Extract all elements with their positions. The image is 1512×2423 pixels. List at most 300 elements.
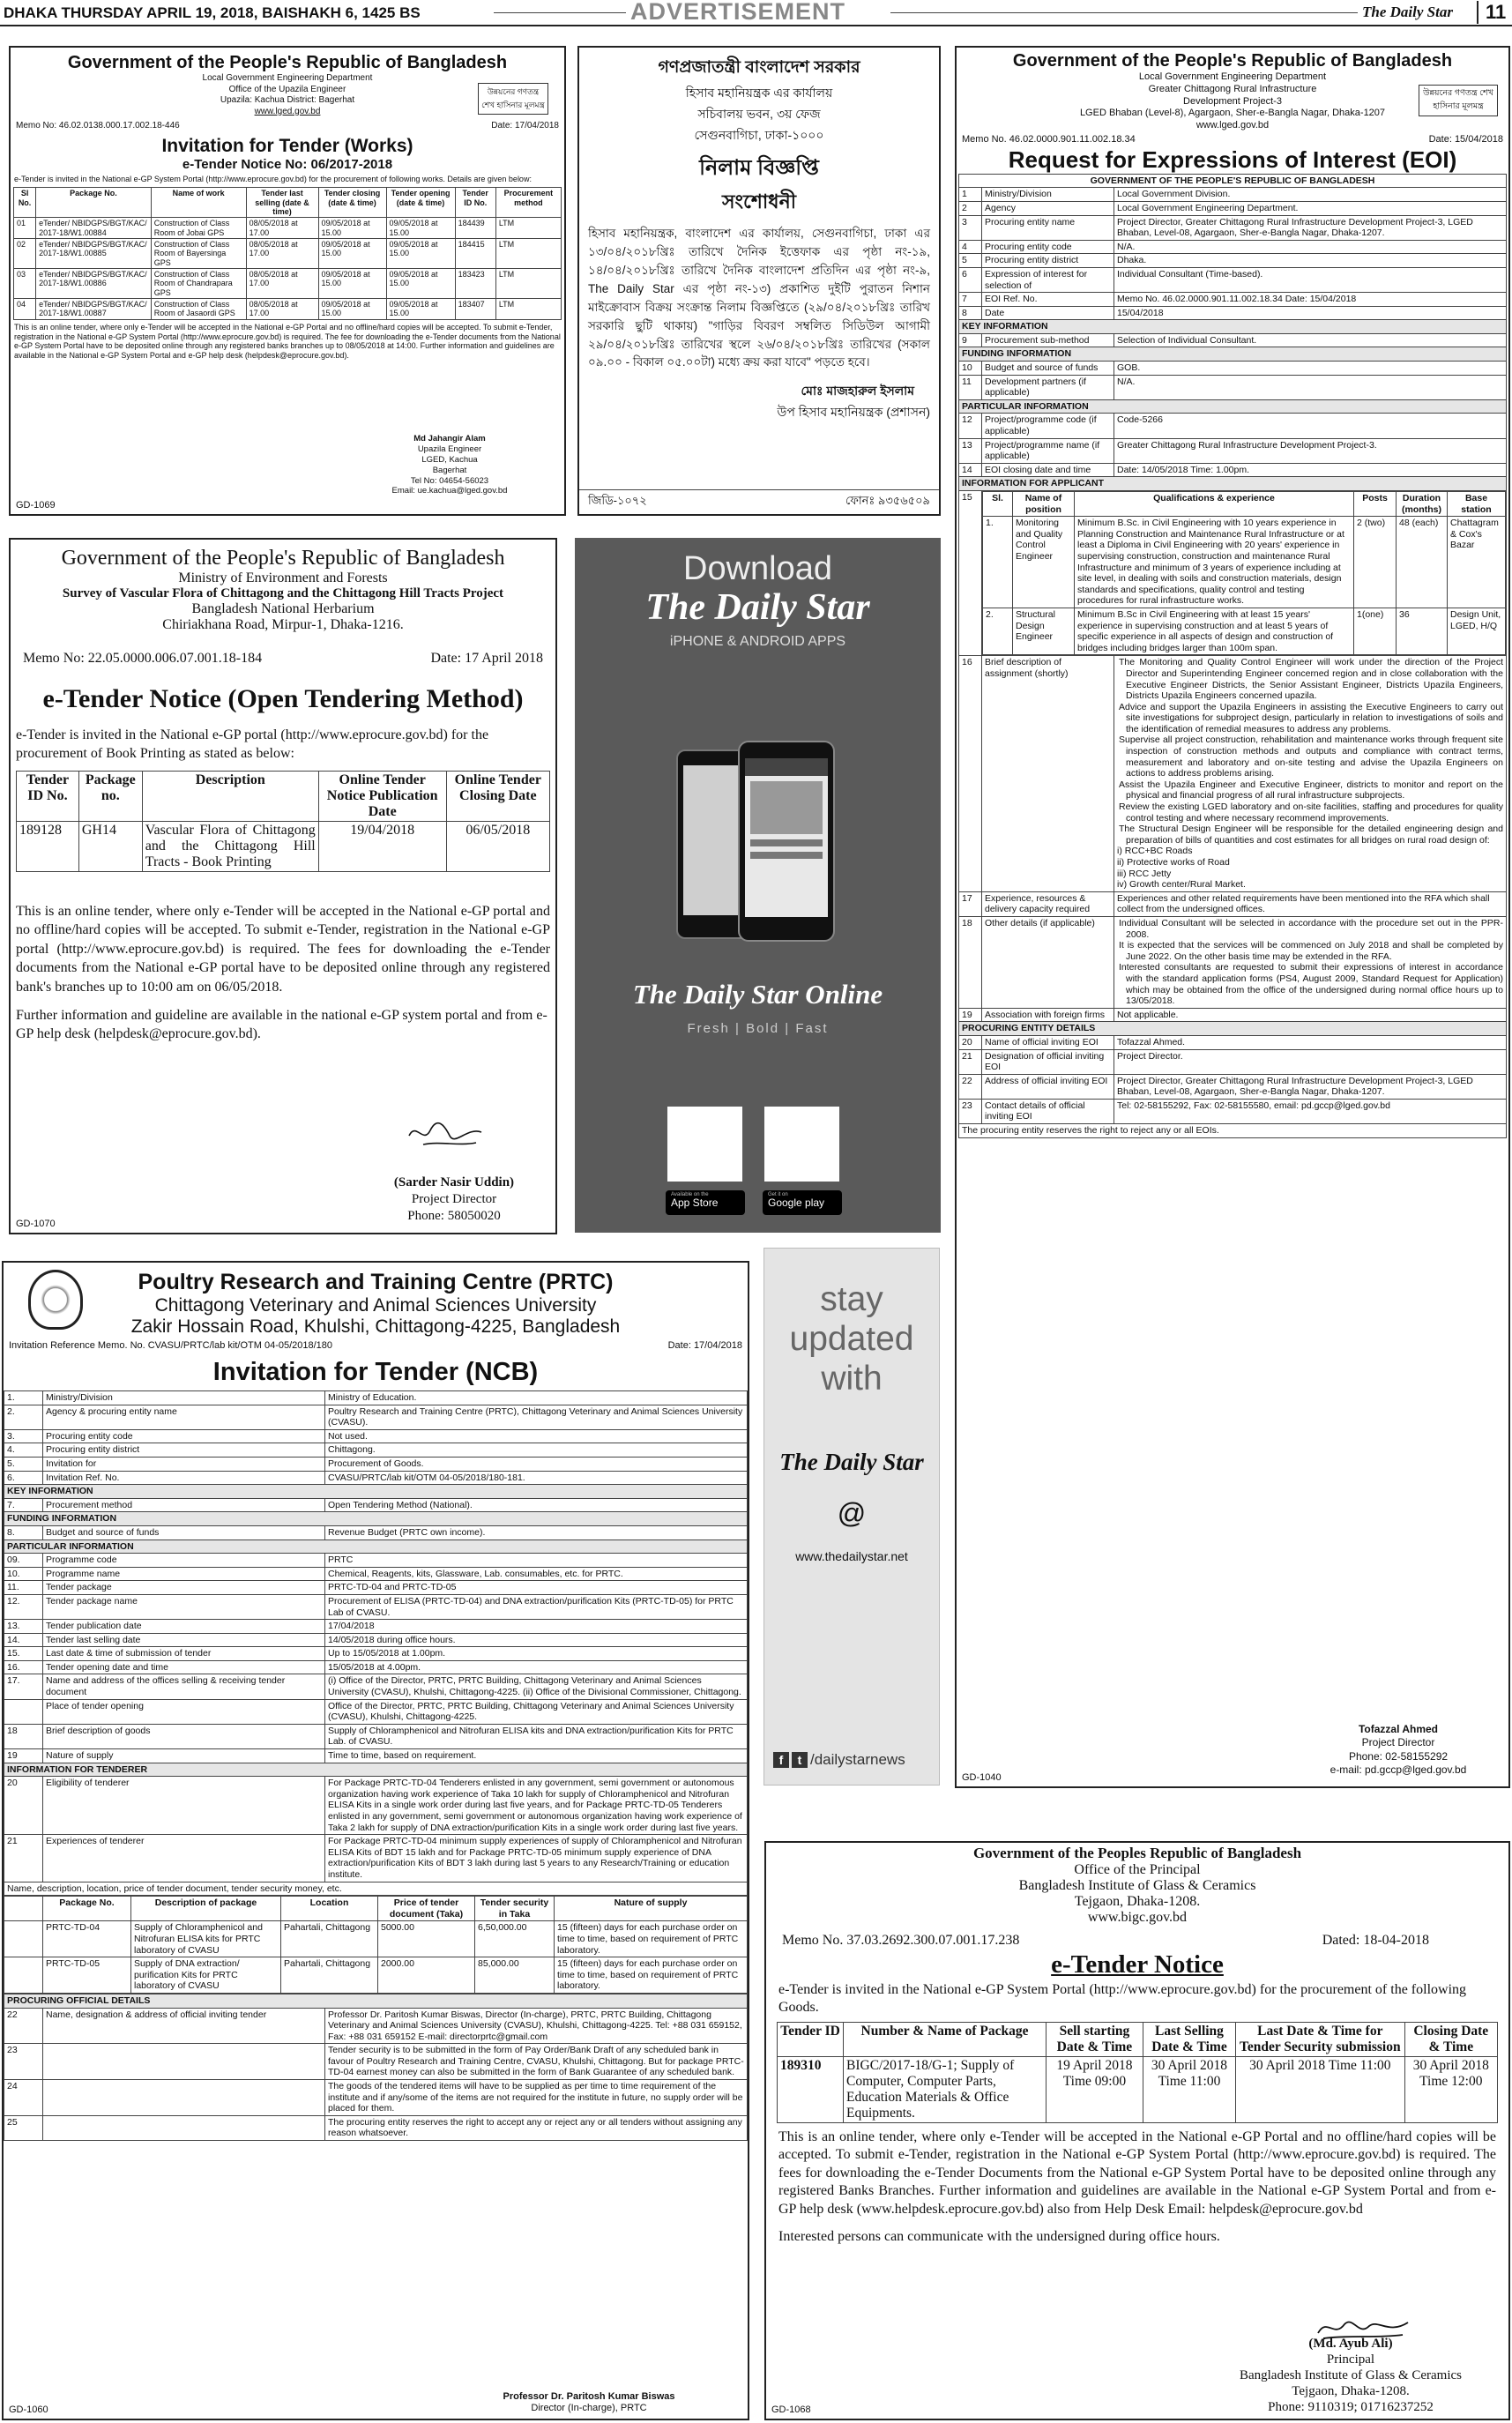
row-value: 14/05/2018 during office hours. bbox=[325, 1633, 748, 1647]
table-row bbox=[4, 1660, 748, 1674]
row-label: Procuring entity district bbox=[982, 254, 1114, 268]
ad-dept: Local Government Engineering Department bbox=[1138, 71, 1327, 82]
row-label: Nature of supply bbox=[43, 1749, 325, 1763]
row-number: 14 bbox=[959, 463, 982, 477]
row-label: Budget and source of funds bbox=[43, 1525, 325, 1540]
row-label: Brief description of assignment (shortly) bbox=[982, 656, 1114, 891]
row-number: 10 bbox=[959, 362, 982, 376]
other-details bbox=[1114, 916, 1507, 1008]
table-cell: Pahartali, Chittagong bbox=[281, 1921, 378, 1957]
table-row bbox=[4, 1633, 748, 1647]
row-label: Tender last selling date bbox=[43, 1633, 325, 1647]
gd-number: GD-1070 bbox=[16, 1219, 56, 1229]
table-row bbox=[4, 1525, 748, 1540]
column-header: Sl. bbox=[983, 492, 1013, 517]
row-value: Chittagong. bbox=[325, 1443, 748, 1458]
table-row bbox=[4, 2008, 748, 2044]
table-row bbox=[14, 218, 562, 239]
row-value: Local Government Engineering Department. bbox=[1114, 201, 1507, 215]
row-label: Tender package name bbox=[43, 1594, 325, 1619]
table-cell: Construction of Class Room of Jasaordi GPS bbox=[151, 299, 246, 320]
row-label: Association with foreign firms bbox=[982, 1008, 1114, 1022]
section-header: PROCURING ENTITY DETAILS bbox=[959, 1022, 1507, 1036]
row-value: Supply of Chloramphenicol and Nitrofuran ELISA kits and DNA extraction/purification Kits for PRTC Lab. of CVASU. bbox=[325, 1724, 748, 1748]
section-header: PROCURING OFFICIAL DETAILS bbox=[4, 1994, 748, 2008]
gd-number: GD-1068 bbox=[771, 2404, 811, 2415]
column-header: Sell starting Date & Time bbox=[1046, 2023, 1143, 2057]
table-row bbox=[983, 608, 1506, 654]
promo-url[interactable]: www.thedailystar.net bbox=[795, 1548, 908, 1563]
signature-block bbox=[457, 2391, 721, 2416]
row-number: 17 bbox=[959, 891, 982, 916]
row-value: Memo No. 46.02.0000.901.11.002.18.34 Date: 15/04/2018 bbox=[1114, 293, 1507, 307]
twitter-icon[interactable]: t bbox=[792, 1752, 808, 1768]
section-header: FUNDING INFORMATION bbox=[959, 347, 1507, 362]
intro-text: e-Tender is invited in the National e-GP System Portal (http://www.eprocure.gov.bd) for the procurement of the following Goods. bbox=[778, 1982, 1467, 2015]
column-header: Description of package bbox=[131, 1897, 281, 1921]
table-cell: 15 (fifteen) days for each purchase order on time to time, based on requirement of PRTC laboratory. bbox=[555, 1957, 748, 1994]
section-header: INFORMATION FOR APPLICANT bbox=[959, 477, 1507, 491]
phone: Phone: 02-58155292 bbox=[1348, 1749, 1449, 1763]
table-cell: 08/05/2018 at 17.00 bbox=[246, 299, 318, 320]
row-label: Expression of interest for selection of bbox=[982, 267, 1114, 292]
ad-gov-title: Government of the Peoples Republic of Bangladesh bbox=[972, 1845, 1302, 1861]
duty-item: Review the existing LGED laboratory and on-site facilities, staffing and procedures for quality control testing and where necessary recommend improvements. bbox=[1119, 801, 1503, 824]
signature-image bbox=[406, 1118, 485, 1152]
table-cell: 01 bbox=[14, 218, 36, 239]
table-cell: 2. bbox=[983, 608, 1013, 654]
ad-title: e-Tender Notice bbox=[1051, 1950, 1224, 1979]
row-number: 20 bbox=[4, 1777, 43, 1835]
package-table bbox=[4, 1896, 748, 1994]
row-number: 5 bbox=[959, 254, 982, 268]
publication-date: 19/04/2018 bbox=[318, 821, 446, 871]
promo-download: Download bbox=[683, 550, 832, 587]
table-cell: Design Unit, LGED, H/Q bbox=[1448, 608, 1506, 654]
row-number: 3 bbox=[959, 215, 982, 240]
table-cell: 36 bbox=[1397, 608, 1448, 654]
table-row bbox=[4, 2080, 748, 2116]
gd-number: GD-1040 bbox=[962, 1772, 1002, 1783]
duty-subitem: i) RCC+BC Roads bbox=[1117, 846, 1193, 857]
row-label: Procuring entity code bbox=[43, 1429, 325, 1443]
table-row bbox=[4, 1749, 748, 1763]
signer-name: মোঃ মাজহারুল ইসলাম bbox=[801, 384, 914, 399]
row-label: Agency bbox=[982, 201, 1114, 215]
google-play-button[interactable] bbox=[763, 1190, 842, 1215]
signer-line: Email: ue.kachua@lged.gov.bd bbox=[391, 486, 508, 496]
google-play-small: Get it on bbox=[768, 1192, 788, 1197]
last-selling: 30 April 2018 Time 11:00 bbox=[1143, 2057, 1235, 2123]
ad-address: Tejgaon, Dhaka-1208. bbox=[1074, 1894, 1201, 1909]
row-value: Selection of Individual Consultant. bbox=[1114, 333, 1507, 347]
row-number: 8 bbox=[959, 306, 982, 320]
row-number: 23 bbox=[959, 1099, 982, 1123]
page-number: 11 bbox=[1477, 1, 1506, 24]
table-row bbox=[4, 1567, 748, 1581]
row-value: Not applicable. bbox=[1114, 1008, 1507, 1022]
row-value: PRTC bbox=[325, 1554, 748, 1568]
table-row bbox=[4, 1777, 748, 1835]
table-cell: 08/05/2018 at 17.00 bbox=[246, 269, 318, 299]
duty-item: The Structural Design Engineer will be responsible for the detailed engineering design and preparation of bills of quantities and cost estimates for all bridges on rural road design of: bbox=[1119, 824, 1503, 846]
column-header: Qualifications & experience bbox=[1075, 492, 1354, 517]
ad-footer bbox=[579, 489, 939, 514]
tender-note: This is an online tender, where only e-Tender will be accepted in the National e-GP Portal and no offline/hard copies will be accepted. To submit e-Tender, registration in the National e-GP System Portal (http://www.eprocure.gov.bd) is required. The fees for downloading the e-Tender Documents from the National e-GP System Portal have to be deposited online through any registered Banks Branches. Further information and guidelines are available in the National e-GP System Portal and from e-GP help desk (www.helpdesk.eprocure.gov.bd) also from Help Desk Email: helpdesk@eprocure.gov.bd bbox=[778, 2129, 1496, 2217]
ad-website[interactable]: www.bigc.gov.bd bbox=[1087, 1910, 1188, 1925]
memo-date: Date: 15/04/2018 bbox=[1428, 133, 1503, 145]
ad-location: Upazila: Kachua District: Bagerhat bbox=[220, 95, 355, 105]
row-number: 22 bbox=[959, 1074, 982, 1099]
table-cell: 09/05/2018 at 15.00 bbox=[318, 218, 386, 239]
ad-bangla-auction bbox=[577, 46, 941, 516]
tender-table bbox=[777, 2022, 1498, 2123]
row-value: CVASU/PRTC/lab kit/OTM 04-05/2018/180-181. bbox=[325, 1471, 748, 1485]
row-value: Poultry Research and Training Centre (PRTC), Chittagong Veterinary and Animal Sciences University (CVASU). bbox=[325, 1405, 748, 1429]
table-row bbox=[959, 438, 1507, 463]
phone: Phone: 58050020 bbox=[407, 1208, 501, 1223]
row-label: Name and address of the offices selling & receiving tender document bbox=[43, 1674, 325, 1699]
row-value: Office of the Director, PRTC, PRTC Building, Chittagong Veterinary and Animal Sciences University (CVASU), Khulshi, Chittagong-4225. bbox=[325, 1699, 748, 1724]
row-label: Procurement sub-method bbox=[982, 333, 1114, 347]
package-caption: Name, description, location, price of tender document, tender security money, etc. bbox=[4, 1882, 748, 1896]
promo-brand: The Daily Star bbox=[779, 1448, 924, 1475]
table-cell: 85,000.00 bbox=[475, 1957, 555, 1994]
table-cell: LTM bbox=[495, 218, 561, 239]
row-label: Experiences of tenderer bbox=[43, 1835, 325, 1882]
gd-number: GD-1069 bbox=[16, 500, 56, 511]
table-row bbox=[959, 293, 1507, 307]
memo-no: Memo No. 46.02.0000.901.11.002.18.34 bbox=[962, 133, 1136, 145]
table-row bbox=[14, 238, 562, 268]
eoi-table bbox=[958, 174, 1507, 1138]
table-cell: 15 (fifteen) days for each purchase order on time to time, based on requirement of PRTC laboratory. bbox=[555, 1921, 748, 1957]
row-label: Last date & time of submission of tender bbox=[43, 1647, 325, 1661]
row-number: 25 bbox=[4, 2115, 43, 2140]
row-label: Invitation for bbox=[43, 1457, 325, 1471]
row-number: 4. bbox=[4, 1443, 43, 1458]
table-cell: 09/05/2018 at 15.00 bbox=[386, 269, 455, 299]
table-row bbox=[4, 1647, 748, 1661]
column-header: Package No. bbox=[36, 188, 152, 218]
table-cell: 1(one) bbox=[1354, 608, 1397, 654]
row-label: Designation of official inviting EOI bbox=[982, 1049, 1114, 1074]
table-cell: 5000.00 bbox=[378, 1921, 475, 1957]
promo-tagline: Fresh | Bold | Fast bbox=[687, 1021, 829, 1036]
row-number: 21 bbox=[4, 1835, 43, 1882]
column-header: Location bbox=[281, 1897, 378, 1921]
row-label: Date bbox=[982, 306, 1114, 320]
section-title: ADVERTISEMENT bbox=[630, 0, 846, 25]
table-cell: Supply of DNA extraction/ purification Kits for PRTC laboratory of CVASU bbox=[131, 1957, 281, 1994]
promo-stay-updated bbox=[763, 1248, 940, 1786]
signature-block bbox=[1205, 2336, 1496, 2415]
column-header: Tender ID No. bbox=[455, 188, 495, 218]
row-number: 18 bbox=[4, 1724, 43, 1748]
table-row bbox=[959, 1099, 1507, 1123]
row-label: Programme name bbox=[43, 1567, 325, 1581]
row-label: Project/programme code (if applicable) bbox=[982, 414, 1114, 438]
row-label: Place of tender opening bbox=[43, 1699, 325, 1724]
slogan-stamp: উন্নয়নের গণতন্ত্র শেখ হাসিনার মূলমন্ত্র bbox=[1419, 85, 1498, 116]
memo-no: Memo No: 46.02.0138.000.17.002.18-446 bbox=[16, 121, 180, 130]
ad-building: সচিবালয় ভবন, ৩য় ফেজ bbox=[697, 107, 821, 121]
row-label: Ministry/Division bbox=[43, 1391, 325, 1405]
google-play-label: Google play bbox=[768, 1197, 825, 1209]
row-number: 13 bbox=[959, 438, 982, 463]
header-rule bbox=[494, 12, 626, 13]
table-row bbox=[959, 188, 1507, 202]
row-number: 22 bbox=[4, 2008, 43, 2044]
table-cell: eTender/ NBIDGPS/BGT/KAC/ 2017-18/W1.00887 bbox=[36, 299, 152, 320]
row-label: Programme code bbox=[43, 1554, 325, 1568]
section-header: FUNDING INFORMATION bbox=[4, 1512, 748, 1526]
prtc-table bbox=[4, 1390, 748, 1896]
table-row bbox=[959, 463, 1507, 477]
gd-number: GD-1060 bbox=[9, 2404, 48, 2415]
table-row bbox=[4, 1724, 748, 1748]
column-header: Sl No. bbox=[14, 188, 36, 218]
row-value: Dhaka. bbox=[1114, 254, 1507, 268]
row-value: Tender security is to be submitted in the form of Pay Order/Bank Draft of any scheduled bank in favour of Poultry Research and Training Centre, CVASU, Khulshi, Chittagong. But for package PRTC-TD-04 earnest money can also be submitted in the form of Bank Guarantee of any scheduled bank. bbox=[325, 2044, 748, 2080]
table-row bbox=[959, 201, 1507, 215]
column-header: Online Tender Notice Publication Date bbox=[318, 771, 446, 821]
table-cell: Construction of Class Room of Jobai GPS bbox=[151, 218, 246, 239]
table-cell: 09/05/2018 at 15.00 bbox=[318, 238, 386, 268]
row-label: Tender opening date and time bbox=[43, 1660, 325, 1674]
table-row bbox=[4, 1957, 748, 1994]
ad-org-title: Poultry Research and Training Centre (PRTC) bbox=[138, 1270, 614, 1294]
ad-lged-eoi bbox=[955, 46, 1510, 1788]
table-cell: Supply of Chloramphenicol and Nitrofuran ELISA kits for PRTC laboratory of CVASU bbox=[131, 1921, 281, 1957]
row-value: Ministry of Education. bbox=[325, 1391, 748, 1405]
row-number: 13. bbox=[4, 1620, 43, 1634]
column-header: Description bbox=[142, 771, 318, 821]
row-number: 16 bbox=[959, 656, 982, 891]
table-row bbox=[4, 1457, 748, 1471]
row-value: N/A. bbox=[1114, 240, 1507, 254]
row-label: Brief description of goods bbox=[43, 1724, 325, 1748]
signer-name: (Sarder Nasir Uddin) bbox=[393, 1175, 515, 1189]
table-cell: Monitoring and Quality Control Engineer bbox=[1013, 517, 1075, 608]
signer-designation: Principal bbox=[1326, 2352, 1375, 2367]
row-value: The procuring entity reserves the right to accept any or reject any or all tenders without assigning any reason whatsoever. bbox=[325, 2115, 748, 2140]
duty-item: The Monitoring and Quality Control Engineer will work under the direction of the Project Director and Superintending Engineer concerned region and in close collaboration with the Executive Engineer Districts, the Senior Assistant Engineer, Districts Upazila Engineers, Districts Upazila Engineers concerned upazila. bbox=[1119, 657, 1503, 702]
security-deadline: 30 April 2018 Time 11:00 bbox=[1236, 2057, 1404, 2123]
row-number: 9 bbox=[959, 333, 982, 347]
section-header: PARTICULAR INFORMATION bbox=[959, 399, 1507, 414]
table-cell: eTender/ NBIDGPS/BGT/KAC/ 2017-18/W1.00884 bbox=[36, 218, 152, 239]
column-header: Tender last selling (date & time) bbox=[246, 188, 318, 218]
table-row bbox=[959, 1074, 1507, 1099]
row-label: Name, designation & address of official inviting tender bbox=[43, 2008, 325, 2044]
table-row bbox=[959, 240, 1507, 254]
table-row bbox=[983, 517, 1506, 608]
phone-front bbox=[738, 741, 835, 942]
signer-name: (Md. Ayub Ali) bbox=[1308, 2337, 1393, 2351]
signer-address: Tejgaon, Dhaka-1208. bbox=[1292, 2384, 1410, 2398]
qr-code-android[interactable] bbox=[764, 1107, 839, 1182]
package-no: GH14 bbox=[78, 821, 142, 871]
social-handle[interactable]: /dailystarnews bbox=[810, 1751, 905, 1768]
table-cell: 03 bbox=[14, 269, 36, 299]
ad-address: Chiriakhana Road, Mirpur-1, Dhaka-1216. bbox=[162, 617, 404, 632]
row-number: 16. bbox=[4, 1660, 43, 1674]
row-label bbox=[43, 2044, 325, 2080]
row-label: EOI Ref. No. bbox=[982, 293, 1114, 307]
ad-glass-ceramics bbox=[764, 1841, 1510, 2420]
duty-item: Advice and support the Upazila Engineers in assisting the Executive Engineers to carry out site investigations for subproject design, particularly in relation to investigations of soils and the identification of remedial measures to address any problems. bbox=[1119, 701, 1503, 734]
row-label: Eligibility of tenderer bbox=[43, 1777, 325, 1835]
row-number: 7 bbox=[959, 293, 982, 307]
memo-no: Memo No. 37.03.2692.300.07.001.17.238 bbox=[782, 1933, 1020, 1948]
row-value: Procurement of ELISA (PRTC-TD-04) and DNA extraction/purification Kits (PRTC-TD-05) for PRTC Lab of CVASU. bbox=[325, 1594, 748, 1619]
row-value: Experiences and other related requirements have been mentioned into the RFA which shall collect from the undersigned offices. bbox=[1114, 891, 1507, 916]
table-cell: Minimum B.Sc. in Civil Engineering with 10 years experience in Planning Construction and Maintenance Rural Infrastructure or at least a Diploma in Civil Engineering with 20 years' experience in supervising construction, construction and maintenance Rural Infrastructure and minimum of 3 years of experience including at site level, in dealing with soils and construction materials, design standards and specifications, quality control and testing procedures for rural infrastructure works. bbox=[1075, 517, 1354, 608]
row-value: Not used. bbox=[325, 1429, 748, 1443]
facebook-icon[interactable]: f bbox=[773, 1752, 789, 1768]
table-cell: LTM bbox=[495, 269, 561, 299]
table-row bbox=[4, 2115, 748, 2140]
column-header: Procurement method bbox=[495, 188, 561, 218]
app-store-button[interactable] bbox=[666, 1190, 745, 1215]
row-label: Procuring entity name bbox=[982, 215, 1114, 240]
row-value: Code-5266 bbox=[1114, 414, 1507, 438]
signer-line: Tel No: 04654-56023 bbox=[410, 475, 489, 486]
row-number: 2. bbox=[4, 1405, 43, 1429]
row-value: Chemical, Reagents, kits, Glassware, Lab. consumables, etc. for PRTC. bbox=[325, 1567, 748, 1581]
column-header: Last Selling Date & Time bbox=[1143, 2023, 1235, 2057]
header-rule bbox=[890, 12, 1358, 13]
email[interactable]: e-mail: pd.gccp@lged.gov.bd bbox=[1330, 1763, 1467, 1777]
signer-line: Upazila Engineer bbox=[417, 444, 482, 454]
qr-code-ios[interactable] bbox=[667, 1107, 742, 1182]
memo-no: Memo No: 22.05.0000.006.07.001.18-184 bbox=[23, 651, 263, 666]
signer-name: Tofazzal Ahmed bbox=[1358, 1722, 1438, 1735]
university-logo bbox=[28, 1270, 83, 1330]
table-row bbox=[959, 1049, 1507, 1074]
row-label: Procuring entity code bbox=[982, 240, 1114, 254]
row-value: Professor Dr. Paritosh Kumar Biswas, Director (In-charge), PRTC, PRTC Building, Chittagong Veterinary and Animal Sciences University (CVASU), Khulshi, Chittagong-4225. Tel: +88 031 659152, Fax: +88 031 659152 E-mail: directorprtc@gmail.com bbox=[325, 2008, 748, 2044]
ad-office: Office of the Principal bbox=[1074, 1862, 1201, 1877]
duty-subitem: ii) Protective works of Road bbox=[1117, 857, 1230, 868]
row-label: Other details (if applicable) bbox=[982, 916, 1114, 1008]
gd-number: জিডি-১০৭২ bbox=[588, 494, 647, 507]
row-number: 1. bbox=[4, 1391, 43, 1405]
section-header: KEY INFORMATION bbox=[4, 1485, 748, 1499]
ad-herbarium bbox=[9, 538, 557, 1234]
row-number: 7. bbox=[4, 1498, 43, 1512]
row-value: Revenue Budget (PRTC own income). bbox=[325, 1525, 748, 1540]
row-number: 2 bbox=[959, 201, 982, 215]
ad-university: Chittagong Veterinary and Animal Sciences University bbox=[154, 1295, 597, 1316]
table-cell: 2000.00 bbox=[378, 1957, 475, 1994]
row-value: Up to 15/05/2018 at 1.00pm. bbox=[325, 1647, 748, 1661]
row-value: Tel: 02-58155292, Fax: 02-58155580, email: pd.gccp@lged.gov.bd bbox=[1114, 1099, 1507, 1123]
ad-website[interactable]: www.lged.gov.bd bbox=[254, 106, 321, 116]
row-label: Name of official inviting EOI bbox=[982, 1035, 1114, 1049]
table-cell: 183423 bbox=[455, 269, 495, 299]
row-value: 17/04/2018 bbox=[325, 1620, 748, 1634]
row-number: 19 bbox=[959, 1008, 982, 1022]
column-header: Last Date & Time for Tender Security submission bbox=[1236, 2023, 1404, 2057]
ad-project-2: Development Project-3 bbox=[1183, 95, 1282, 107]
table-cell: 08/05/2018 at 17.00 bbox=[246, 218, 318, 239]
tender-note: This is an online tender, where only e-Tender will be accepted in the National e-GP portal and no offline/hard copies will be accepted. To submit e-Tender, registration in the National e-GP portal (http://www.eprocure.gov.bd) is required. The fees for downloading the e-Tender documents from the National e-GP portal have to be deposited online through any registered bank's branches up to 10:00 am on 06/05/2018. bbox=[16, 903, 550, 995]
column-header: Nature of supply bbox=[555, 1897, 748, 1921]
table-row bbox=[959, 362, 1507, 376]
promo-app-download bbox=[575, 538, 941, 1233]
column-header: Name of position bbox=[1013, 492, 1075, 517]
row-spacer bbox=[4, 1957, 43, 1994]
row-value: Project Director. bbox=[1114, 1049, 1507, 1074]
signature-block bbox=[361, 434, 538, 496]
app-store-label: App Store bbox=[671, 1197, 719, 1209]
section-header: KEY INFORMATION bbox=[959, 320, 1507, 334]
phone: Phone: 9110319; 01716237252 bbox=[1268, 2400, 1434, 2414]
row-value: Open Tendering Method (National). bbox=[325, 1498, 748, 1512]
table-row bbox=[4, 1921, 748, 1957]
ad-office: Office of the Upazila Engineer bbox=[228, 84, 346, 94]
promo-line3: with bbox=[821, 1359, 883, 1398]
ad-dept: Local Government Engineering Department bbox=[202, 73, 373, 83]
column-header: Name of work bbox=[151, 188, 246, 218]
tender-id: 189128 bbox=[17, 821, 79, 871]
other-detail-item: Interested consultants are requested to submit their expressions of interest in accordance with the standard application forms (PS4, August 2009, Standard Request for Application) which may be obtained from the office of the undersigned during normal office hours up to 13/05/2018. bbox=[1119, 962, 1503, 1007]
table-cell: Construction of Class Room of Chandrapara GPS bbox=[151, 269, 246, 299]
row-value: 15/04/2018 bbox=[1114, 306, 1507, 320]
tender-note: This is an online tender, where only e-Tender will be accepted in the National e-GP Portal and no offline/hard copies will be accepted. To submit e-Tender, registration in the National e-GP System Portal (http://www.eprocure.gov.bd) is required. The fee for downloading the e-Tender documents from the National e-GP System Portal have to be deposited online through any registered banks branches up to 08/05/2018 at 14:00. Further information and guidelines are available in the National e-GP System Portal and e-GP help desk (helpdesk@eprocure.gov.bd). bbox=[14, 322, 561, 361]
table-row bbox=[4, 1391, 748, 1405]
table-row bbox=[4, 1620, 748, 1634]
table-cell: Structural Design Engineer bbox=[1013, 608, 1075, 654]
ad-title: Invitation for Tender (NCB) bbox=[212, 1358, 539, 1386]
promo-line2: updated bbox=[789, 1319, 914, 1358]
table-cell: eTender/ NBIDGPS/BGT/KAC/ 2017-18/W1.00886 bbox=[36, 269, 152, 299]
intro-text: e-Tender is invited in the National e-GP portal (http://www.eprocure.gov.bd) for the procurement of Book Printing as stated as below: bbox=[16, 727, 489, 761]
row-label: Tender package bbox=[43, 1581, 325, 1595]
memo-date: Date: 17/04/2018 bbox=[667, 1340, 742, 1351]
row-label: Experience, resources & delivery capacity required bbox=[982, 891, 1114, 916]
row-number: 6. bbox=[4, 1471, 43, 1485]
table-row bbox=[959, 306, 1507, 320]
row-value: Time to time, based on requirement. bbox=[325, 1749, 748, 1763]
row-number: 8. bbox=[4, 1525, 43, 1540]
ad-website[interactable]: www.lged.gov.bd bbox=[1195, 120, 1270, 130]
table-row bbox=[959, 254, 1507, 268]
ad-project: Greater Chittagong Rural Infrastructure bbox=[1148, 83, 1317, 94]
row-number: 5. bbox=[4, 1457, 43, 1471]
duty-item: Supervise all project construction, rehabilitation and maintenance works through frequent site inspection of construction methods and outputs and compliance with contract terms, measurement and laboratory and on-site testing and advise the Upazila Engineers on actions to address problems arising. bbox=[1119, 734, 1503, 779]
row-number: 6 bbox=[959, 267, 982, 292]
column-header: Package no. bbox=[78, 771, 142, 821]
row-number: 21 bbox=[959, 1049, 982, 1074]
table-header: GOVERNMENT OF THE PEOPLE'S REPUBLIC OF BANGLADESH bbox=[959, 174, 1507, 188]
row-value: For Package PRTC-TD-04 Tenderers enlisted in any government, semi government or autonomous organization having work experience of Taka 10 lakh for supply of Chloramphenicol and Nitrofuran ELISA Kits in a single work order during last five years, and for Package PRTC-TD-05 Tenderers enlisted in any government, semi government or autonomous organization having work experience of Taka 2 lakh for supply of DNA extraction/purification Kits in a single work order during last five years. bbox=[325, 1777, 748, 1835]
table-cell: 09/05/2018 at 15.00 bbox=[318, 299, 386, 320]
ad-ministry: Ministry of Environment and Forests bbox=[178, 570, 388, 585]
signature-block bbox=[1306, 1723, 1491, 1778]
row-number: 23 bbox=[4, 2044, 43, 2080]
table-cell: 184439 bbox=[455, 218, 495, 239]
row-label: Development partners (if applicable) bbox=[982, 375, 1114, 399]
row-number: 14. bbox=[4, 1633, 43, 1647]
column-header: Base station bbox=[1448, 492, 1506, 517]
row-label: Agency & procuring entity name bbox=[43, 1405, 325, 1429]
row-number: 20 bbox=[959, 1035, 982, 1049]
duties-cell bbox=[1114, 656, 1507, 891]
column-header: Number & Name of Package bbox=[844, 2023, 1046, 2057]
